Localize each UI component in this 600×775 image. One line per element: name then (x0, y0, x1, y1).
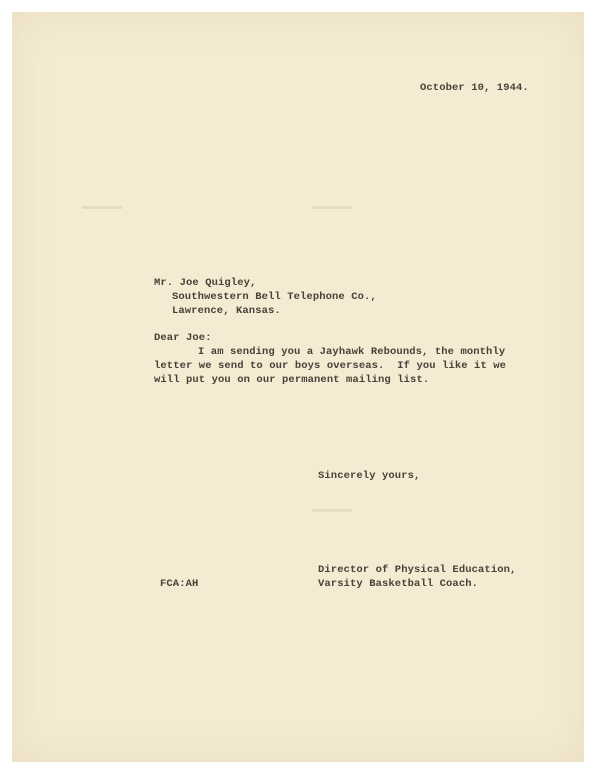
closing: Sincerely yours, (318, 470, 421, 482)
body-line-1: I am sending you a Jayhawk Rebounds, the monthly (198, 346, 506, 358)
signature-title-2: Varsity Basketball Coach. (318, 578, 479, 590)
address-line-1: Mr. Joe Quigley, (154, 277, 257, 289)
body-line-2: letter we send to our boys overseas. If you like it we (154, 360, 507, 372)
typist-initials: FCA:AH (160, 578, 199, 590)
paper-smudge (312, 206, 352, 209)
letter-page (12, 12, 584, 762)
letter-date: October 10, 1944. (420, 82, 529, 94)
paper-smudge (312, 509, 352, 512)
address-line-3: Lawrence, Kansas. (172, 305, 281, 317)
signature-title-1: Director of Physical Education, (318, 564, 517, 576)
body-line-3: will put you on our permanent mailing list. (154, 374, 430, 386)
address-line-2: Southwestern Bell Telephone Co., (172, 291, 377, 303)
paper-smudge (82, 206, 122, 209)
salutation: Dear Joe: (154, 332, 212, 344)
